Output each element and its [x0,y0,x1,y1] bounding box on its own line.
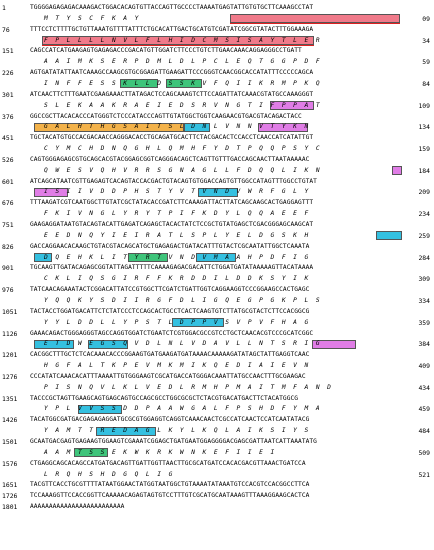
nucleotide-sequence: CACGGCTTTGCTCTCACAAACACCCGGAAGTGATGAAGATGATAAAACAAAAAGATATAGCTATTGAGGTCAAC [30,351,310,359]
position-number: 751 [2,221,14,229]
amino-acid-sequence: S L E K A A K R A E I E D S R V N G T I F P P A T [44,101,320,109]
signal-underline [230,23,400,24]
dna-line [0,307,434,317]
amino-acid-sequence: G A L H T H G S A I T S L D N L V N N V T Y K N [44,123,309,131]
residue-count: 109 [418,101,430,110]
amino-acid-sequence: Y P L V V S S D D P A A W G A L F P S H D F Y M A [44,405,320,413]
dna-line [0,263,434,273]
dna-line [0,46,434,56]
residue-count: 309 [418,275,430,284]
protein-line [0,274,434,284]
residue-count: 59 [422,58,430,67]
nucleotide-sequence: TACCCGCTAGTTGAAGCAGTGAGCAGTGCCAGCGCCTGGCGCGCTCTACGTGACATGACTTCTACATGGCG [30,394,299,402]
position-number: 1126 [2,329,18,338]
protein-line [0,79,434,89]
position-number: 826 [2,242,14,251]
position-number: 1276 [2,372,18,381]
dna-line [0,329,434,339]
dna-line [0,177,434,187]
amino-acid-sequence: M T Y S C F K A Y [44,14,139,22]
dna-line [0,242,434,252]
amino-acid-sequence: I S I I V D D P H S T Y V T V N D V W R F G L Y [44,188,309,196]
position-number: 676 [2,199,14,208]
residue-count: 484 [418,427,430,436]
protein-line [0,426,434,436]
amino-acid-sequence: P I S N Q V L K L V E D L R M H P M A I T M F A N D [44,383,331,391]
nucleotide-sequence: ATCAGCATAATCGTTGAGAGTCACAGTACCACGACTGTACAGTGTGGACCAGTGTTGGCCATAGTTTGGCCTGTAT [30,177,317,185]
nucleotide-sequence: CAGTGGGAGAGCGTGCAGCACGTACGGAGCGGTCAGGGACAGCTCAGTTGTTTGACCAGCAACTTAATAAAAAC [30,155,310,163]
dna-line [0,133,434,143]
position-number: 226 [2,69,14,78]
dna-line [0,350,434,360]
amino-acid-sequence: A A M T S S E K W K R K W N K E F I I E I [44,448,275,456]
nucleotide-sequence: TACATGGCGATGACGAGAGAGGATGCGCGTGGAGGTCAGGTCAAACAACTCGCCATCAACTCCATCAATATACG [30,416,310,424]
dna-line [0,480,434,490]
residue-count: 234 [418,210,430,219]
residue-count: 521 [418,470,430,479]
protein-line [0,448,434,458]
position-number: 1651 [2,481,18,490]
protein-line [0,383,434,393]
protein-line [0,166,434,176]
position-number: 151 [2,47,14,56]
amino-acid-sequence: H G F A L T K P E V M K M I K Q E D I A I E V N [44,362,309,370]
nucleotide-sequence: CTGAGGCAGCACAGCCATGATGACAGTTGATTGGTTAACTTGCGCATGATCCACACGACGTTAAACTGATCCA [30,459,306,467]
position-number: 1051 [2,307,18,316]
protein-line [0,209,434,219]
protein-line [0,36,434,46]
position-number: 76 [2,25,10,34]
nucleotide-sequence: TACTACCTGGATGACATTCTCTATCCCTCCAGCACTGCCTCACTCAAGTGTCTTATGCGTACTCTTCCACGGCG [30,307,310,315]
nucleotide-sequence: TGGGGAGAGAGACAAAGACTGGACACAGTGTTACCAGTTGCCCCTAAAATGAGTATTGTGTGCTTCAAAGCCTAT [30,4,314,11]
dna-line [0,220,434,230]
residue-count: 184 [418,166,430,175]
dna-line [0,90,434,100]
protein-line [0,57,434,67]
position-number: 1801 [2,503,18,512]
nucleotide-sequence: TGCTACATGTGCCACGACAACCAGGGACACCTGCAGATGCACTTCTACGACACTCCACCTCAACCATCATATTGT [30,134,314,142]
nucleotide-sequence: CAGCCATCATGAAGAGTGAGAGACCCGACATGTTGGATCTTCCCTGTCTTGAACAAACAGGAGGGCCTGATT [30,47,302,55]
amino-acid-sequence: A A I M K S E R P D M L D L P C L E Q T G G P D F [44,58,320,66]
position-number: 1426 [2,416,18,425]
protein-line [0,122,434,132]
residue-count: 284 [418,253,430,262]
amino-acid-sequence: Y Y L D D L L Y P S T L D P P V S V P V F H A G [44,318,309,326]
amino-acid-sequence: C Y M C H D N Q G H L Q M H F Y D T P Q Q P S Y C [44,145,320,153]
protein-line [0,339,434,349]
amino-acid-sequence: Y Q Q K Y S D I I R G F D L I G Q E G P G K P L S [44,296,320,304]
amino-acid-sequence: F K I V N G L Y R Y T P I F K D Y L Q Q A E E F [44,210,309,218]
protein-line [0,101,434,111]
nucleotide-sequence: GAAACAGACTGGGAGGGTAGCCAGGTGGATCTGAATCTCGTGGACGCCGTCCTGCTCAACACGTCCCGCATCGGC [30,329,314,337]
nucleotide-sequence: TCCAAAGGTTCCACCGGTTCAAAAACAGAGTAGTGTCCTTTGTCGCATGCAATAAAGTTTAAAGGAAGCACTCA [30,492,310,500]
nucleotide-sequence: TACGTTCACCTGCGTTTTATAATGGAACTATGGTAATGGCTGTAAAATATAAATGTCCACGTCCACGGCCTTCA [30,481,310,489]
amino-acid-sequence: F P L L L L N V L F L H I D C M S I S A Y T L E R [44,36,320,44]
position-number: 526 [2,155,14,164]
dna-line [0,372,434,382]
residue-count: 384 [418,340,430,349]
amino-acid-sequence: E T D W E G S Q V D L N L V D A V L L N T S R I G [44,340,320,348]
residue-count: 34 [422,36,430,45]
nucleotide-sequence: GGCCGCTTACACACCCATGGGTCTCCCATACCCAGTTGTATGGCTGGTCAAGAACGTGACGTACAGACTACC [30,112,302,120]
nucleotide-sequence: TGCAAGTTGATACAGAGCGGTATTAGATTTTTCAAAAGAGACGACATTCTGGATGATATAAAAAGTTACATAAAA [30,264,314,272]
nucleotide-sequence: GCAATGACGAGTGAGAAGTGGAAGTCGAAATCGGAGCTGATGAATGGAGGGGACGAGCGATTAATCATTAAATATG [30,438,317,445]
dna-line [0,394,434,404]
position-number: 451 [2,134,14,143]
dna-line [0,285,434,295]
position-number: 1501 [2,438,18,446]
amino-acid-sequence: Y A M T T R E D A G L K Y L K Q L A I K S I Y S [44,427,309,435]
nucleotide-sequence: TTTCCTCTTTTGCTGTTAAATGTTTTATTTCTGCACATTGACTGCATGTCGATATCGGCGTATACTTTGGAAAGA [30,25,314,33]
dna-line [0,415,434,425]
residue-count: 09 [422,14,430,23]
residue-count: 134 [418,123,430,132]
residue-count: 409 [418,362,430,371]
dna-line [0,198,434,208]
protein-line [0,318,434,328]
nucleotide-sequence: GAAGAGGATAATGTACAGTACATTGAGATCAGAGCTACACTATCTCCGCTGTATGAGCTCGACGGGAGCAAGCAT [30,221,314,228]
nucleotide-sequence: AGTGATATATTAATCAAAGCCAAGCGTGCGGAGATTGAAGATTCCCGGGTCAACGGCACCATATTTCCCCCAGCA [30,69,314,77]
position-number: 1351 [2,394,18,403]
nucleotide-sequence: TATCAACAGAAATACTCGGACATTATCCGTGGCTTCGATCTGATTGGTCAGGAAGGTCCCGGAAGCCACTGAGC [30,286,310,294]
amino-acid-sequence: I N F F E S S K L L D S S K V F Q I I K R M P K Q [44,79,320,87]
protein-line [0,470,434,480]
nucleotide-sequence: GACCAGGAACACAAGCTGTACGTACAGCATGCTGAGAGACTGATACATTTGTACTCGCAATATTGGCTCAAATA [30,242,310,250]
dna-line [0,491,434,501]
position-number: 901 [2,264,14,273]
dna-line [0,502,434,512]
dna-line [0,112,434,122]
position-number: 1726 [2,492,18,501]
nucleotide-sequence: CCCATATCAAACACATTTAAAATTGTGGGAAGTCGCATGACCATGGGACAAATTATGCCAACTTTGCGAAGAC [30,372,306,380]
nucleotide-sequence: TTTAAGATCGTCAATGGCTTGTATCGCTATACACCGATCTTCAAAGATTACTTATCAGCAAGCACTGAGGAGTTT [30,199,314,207]
amino-acid-sequence: L R Q H S H D G Q L I G [44,470,173,478]
residue-count: 334 [418,296,430,305]
position-number: 1 [2,4,6,12]
dna-line [0,437,434,447]
amino-acid-sequence: Q W E S V Q H V R R S G N A G L L F D Q Q L I K N [44,166,320,174]
amino-acid-sequence: E E D N Q Y I E I R A T L S P L Y E L D G S K H [44,231,309,239]
nucleotide-sequence: ATCAACTTCTTTGAATCGAAGAAACTTATAGACTCCAGCAAAGTCTTCCAGATTATCAAACGTATGCCAAAGGGT [30,90,314,98]
dna-line [0,3,434,13]
residue-count: 84 [422,79,430,88]
protein-line [0,144,434,154]
signal-underline [42,45,314,46]
residue-count: 259 [418,231,430,240]
amino-acid-sequence: D Q E H K L I T Y R T V N D V M A A H P D F I G [44,253,309,261]
dna-line [0,68,434,78]
protein-line [0,361,434,371]
protein-line [0,187,434,197]
protein-line [0,404,434,414]
position-number: 601 [2,177,14,186]
protein-line [0,296,434,306]
residue-count: 459 [418,405,430,414]
nucleotide-sequence: AAAAAAAAAAAAAAAAAAAAAAAAA [30,503,125,511]
position-number: 301 [2,90,14,99]
residue-count: 509 [418,448,430,457]
residue-count: 209 [418,188,430,197]
residue-count: 159 [418,145,430,154]
amino-acid-sequence: C K L I Q S G I R F F K R D D I L D D K S Y I K [44,275,309,283]
dna-line [0,25,434,35]
residue-count: 434 [418,383,430,392]
position-number: 1576 [2,459,18,468]
residue-count: 359 [418,318,430,327]
dna-line [0,155,434,165]
protein-line [0,253,434,263]
position-number: 1201 [2,351,18,360]
position-number: 976 [2,286,14,295]
dna-line [0,459,434,469]
position-number: 376 [2,112,14,121]
protein-line [0,231,434,241]
protein-line [0,14,434,24]
